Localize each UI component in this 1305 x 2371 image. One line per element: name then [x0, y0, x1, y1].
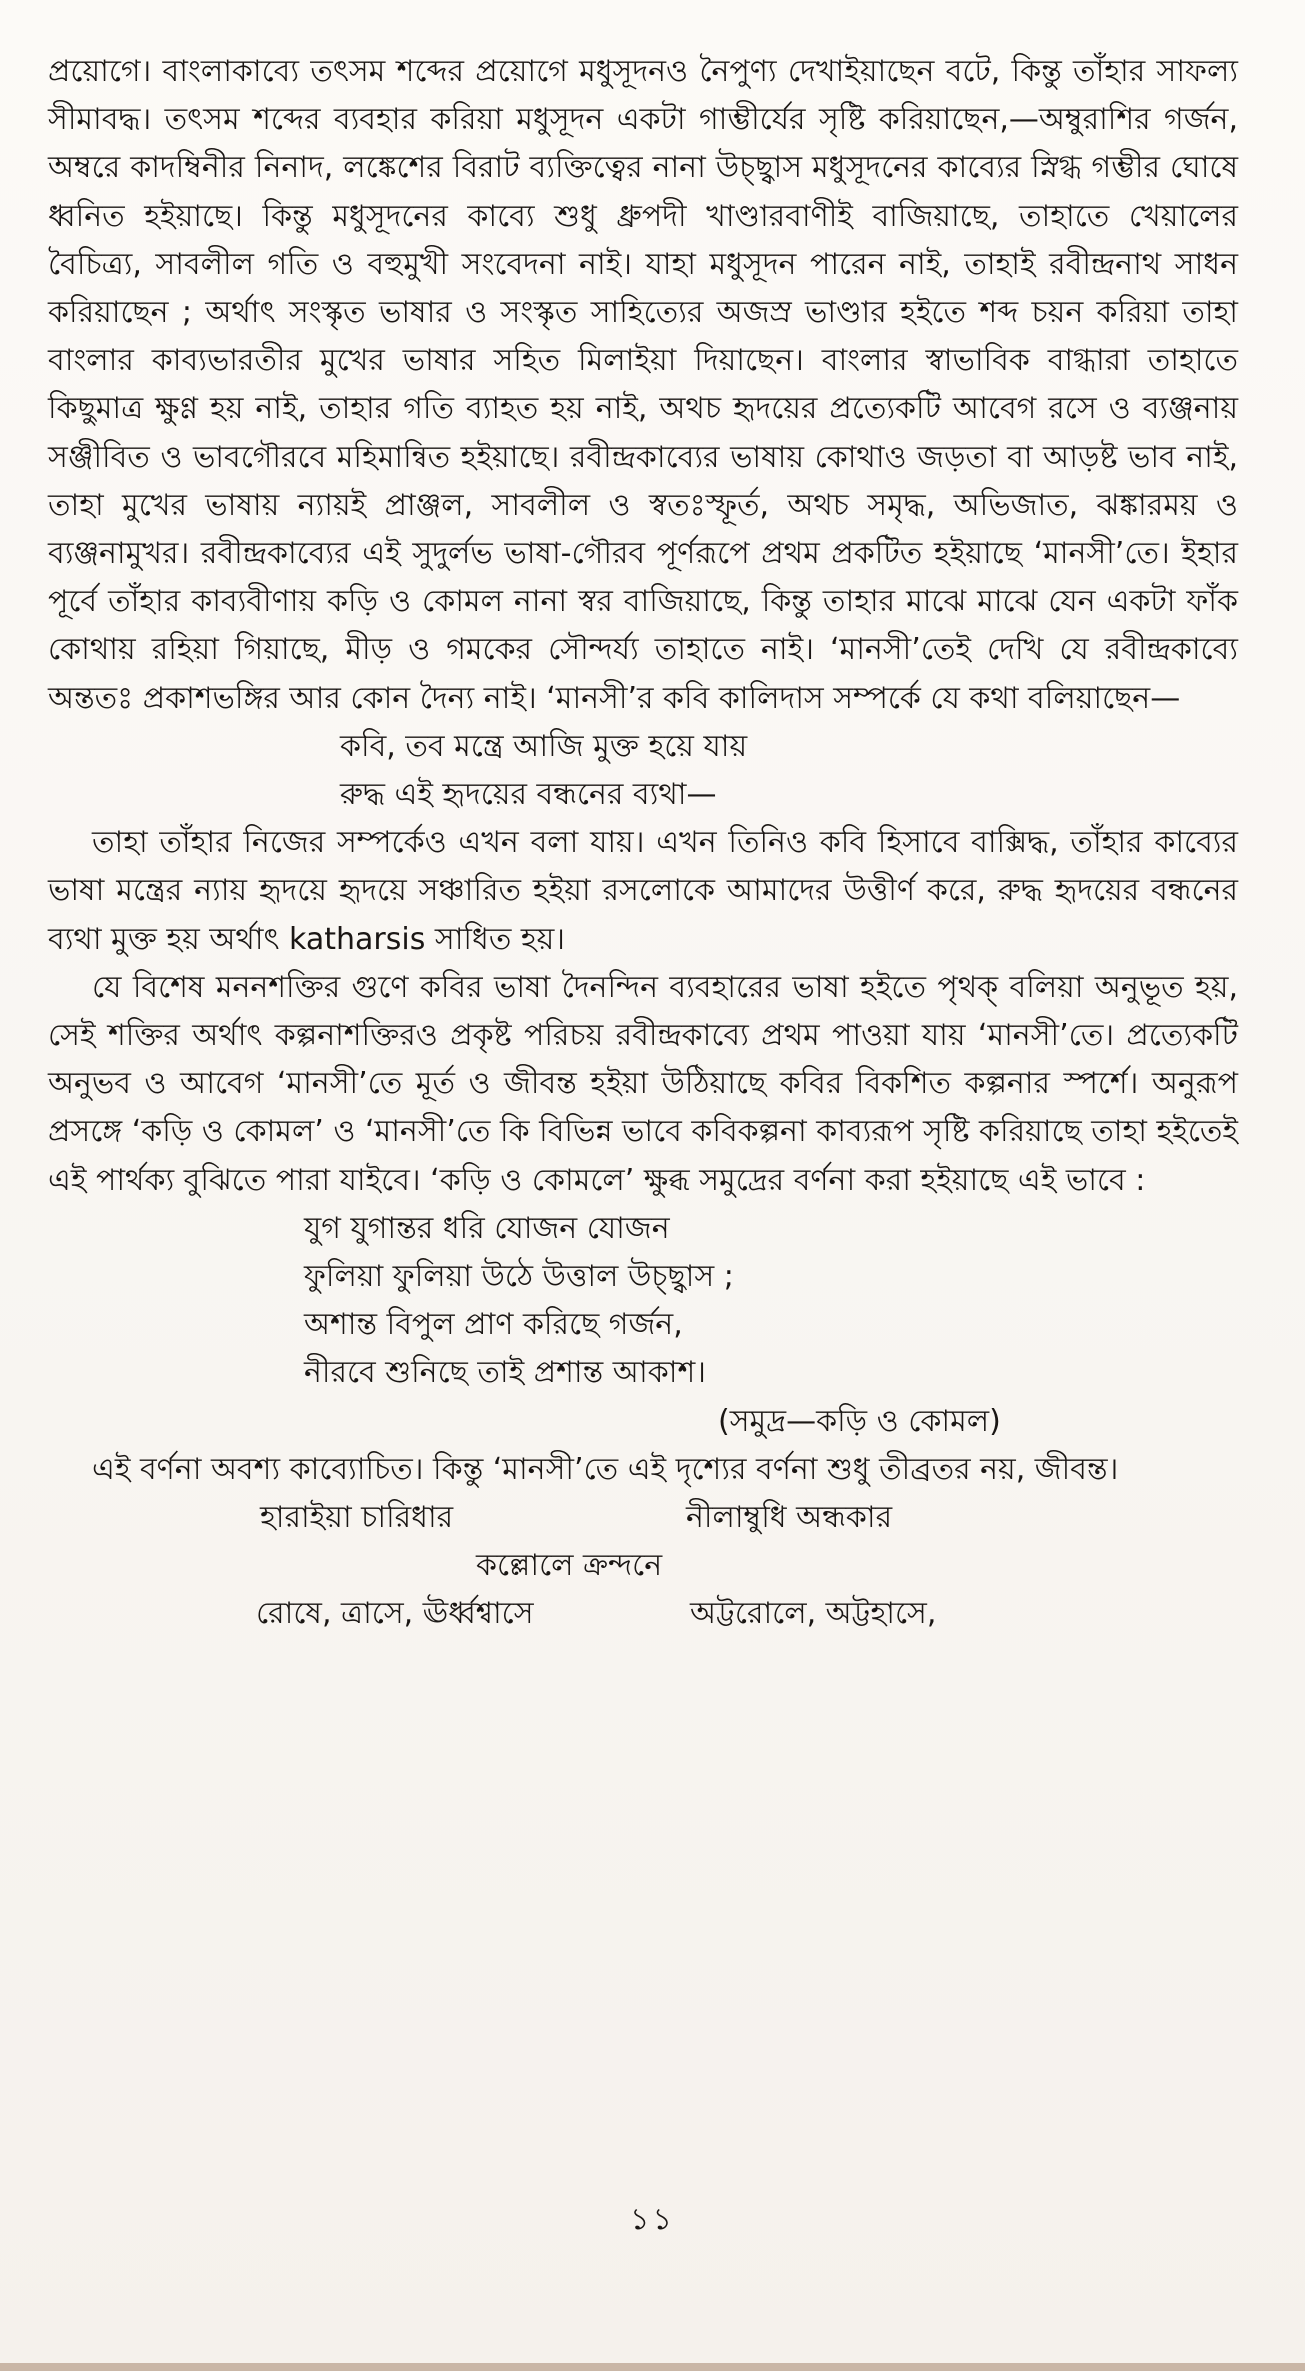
verse-source-caption: (সমুদ্র—কড়ি ও কোমল): [718, 1403, 1001, 1439]
verse-line: ফুলিয়া ফুলিয়া উঠে উত্তাল উচ্ছ্বাস ;: [304, 1259, 734, 1295]
verse-line: কবি, তব মন্ত্রে আজি মুক্ত হয়ে যায়: [340, 728, 748, 764]
verse-line: হারাইয়া চারিধার: [260, 1500, 454, 1536]
page-edge: [0, 2363, 1305, 2371]
verse-line: নীরবে শুনিছে তাই প্রশান্ত আকাশ।: [304, 1355, 706, 1391]
verse-quote-kalidas: [48, 723, 1238, 819]
verse-row: [48, 1590, 1238, 1638]
verse-line: অশান্ত বিপুল প্রাণ করিছে গর্জন,: [304, 1307, 683, 1343]
page-body: [48, 48, 1238, 1639]
page-number: ১১: [630, 2202, 675, 2237]
paragraph-3: যে বিশেষ মননশক্তির গুণে কবির ভাষা দৈনন্দিন ব্যবহারের ভাষা হইতে পৃথক্ বলিয়া অনুভূত হয়, সেই শক্তির অর্থাৎ কল্পনাশক্তিরও প্রকৃষ্ট পরিচয় রবীন্দ্রকাব্যে প্রথম পাওয়া যায় ‘মানসী’তে। প্রত্যেকটি অনুভব ও আবেগ ‘মানসী’তে মূর্ত ও জীবন্ত হইয়া উঠিয়াছে কবির বিকশিত কল্পনার স্পর্শে। অনুরূপ প্রসঙ্গে ‘কড়ি ও কোমল’ ও ‘মানসী’তে কি বিভিন্ন ভাবে কবিকল্পনা কাব্যরূপ সৃষ্টি করিয়াছে তাহা হইতেই এই পার্থক্য বুঝিতে পারা যাইবে। ‘কড়ি ও কোমলে’ ক্ষুব্ধ সমুদ্রের বর্ণনা করা হইয়াছে এই ভাবে :: [48, 969, 1238, 1198]
verse-line: অট্টরোলে, অট্টহাসে,: [690, 1596, 937, 1632]
verse-quote-manasi: [48, 1494, 1238, 1639]
paragraph-4: এই বর্ণনা অবশ্য কাব্যোচিত। কিন্তু ‘মানসী’তে এই দৃশ্যের বর্ণনা শুধু তীব্রতর নয়, জীবন্ত।: [92, 1451, 1119, 1487]
verse-line: যুগ যুগান্তর ধরি যোজন যোজন: [304, 1210, 670, 1246]
verse-line: রুদ্ধ এই হৃদয়ের বন্ধনের ব্যথা—: [340, 777, 717, 813]
verse-row: [48, 1542, 1238, 1590]
verse-line: রোষে, ত্রাসে, ঊর্ধ্বশ্বাসে: [256, 1596, 534, 1632]
verse-row: [48, 1494, 1238, 1542]
verse-line: নীলাম্বুধি অন্ধকার: [686, 1500, 893, 1536]
verse-line: কল্লোলে ক্রন্দনে: [476, 1548, 663, 1584]
verse-quote-samudra: [48, 1205, 1238, 1446]
paragraph-2: তাহা তাঁহার নিজের সম্পর্কেও এখন বলা যায়। এখন তিনিও কবি হিসাবে বাক্সিদ্ধ, তাঁহার কাব্যের ভাষা মন্ত্রের ন্যায় হৃদয়ে হৃদয়ে সঞ্চারিত হইয়া রসলোকে আমাদের উত্তীর্ণ করে, রুদ্ধ হৃদয়ের বন্ধনের ব্যথা মুক্ত হয় অর্থাৎ katharsis সাধিত হয়।: [48, 825, 1238, 957]
paragraph-1: প্রয়োগে। বাংলাকাব্যে তৎসম শব্দের প্রয়োগে মধুসূদনও নৈপুণ্য দেখাইয়াছেন বটে, কিন্তু তাঁহার সাফল্য সীমাবদ্ধ। তৎসম শব্দের ব্যবহার করিয়া মধুসূদন একটা গাম্ভীর্যের সৃষ্টি করিয়াছেন,—অম্বুরাশির গর্জন, অম্বরে কাদম্বিনীর নিনাদ, লঙ্কেশের বিরাট ব্যক্তিত্বের নানা উচ্ছ্বাস মধুসূদনের কাব্যের স্নিগ্ধ গম্ভীর ঘোষে ধ্বনিত হইয়াছে। কিন্তু মধুসূদনের কাব্যে শুধু ধ্রুপদী খাণ্ডারবাণীই বাজিয়াছে, তাহাতে খেয়ালের বৈচিত্র্য, সাবলীল গতি ও বহুমুখী সংবেদনা নাই। যাহা মধুসূদন পারেন নাই, তাহাই রবীন্দ্রনাথ সাধন করিয়াছেন ; অর্থাৎ সংস্কৃত ভাষার ও সংস্কৃত সাহিত্যের অজস্র ভাণ্ডার হইতে শব্দ চয়ন করিয়া তাহা বাংলার কাব্যভারতীর মুখের ভাষার সহিত মিলাইয়া দিয়াছেন। বাংলার স্বাভাবিক বাগ্ধারা তাহাতে কিছুমাত্র ক্ষুণ্ণ হয় নাই, তাহার গতি ব্যাহত হয় নাই, অথচ হৃদয়ের প্রত্যেকটি আবেগ রসে ও ব্যঞ্জনায় সঞ্জীবিত ও ভাবগৌরবে মহিমান্বিত হইয়াছে। রবীন্দ্রকাব্যের ভাষায় কোথাও জড়তা বা আড়ষ্ট ভাব নাই, তাহা মুখের ভাষায় ন্যায়ই প্রাঞ্জল, সাবলীল ও স্বতঃস্ফূর্ত, অথচ সমৃদ্ধ, অভিজাত, ঝঙ্কারময় ও ব্যঞ্জনামুখর। রবীন্দ্রকাব্যের এই সুদুর্লভ ভাষা-গৌরব পূর্ণরূপে প্রথম প্রকটিত হইয়াছে ‘মানসী’তে। ইহার পূর্বে তাঁহার কাব্যবীণায় কড়ি ও কোমল নানা স্বর বাজিয়াছে, কিন্তু তাহার মাঝে মাঝে যেন একটা ফাঁক কোথায় রহিয়া গিয়াছে, মীড় ও গমকের সৌন্দর্য্য তাহাতে নাই। ‘মানসী’তেই দেখি যে রবীন্দ্রকাব্যে অন্ততঃ প্রকাশভঙ্গির আর কোন দৈন্য নাই। ‘মানসী’র কবি কালিদাস সম্পর্কে যে কথা বলিয়াছেন—: [48, 54, 1238, 716]
